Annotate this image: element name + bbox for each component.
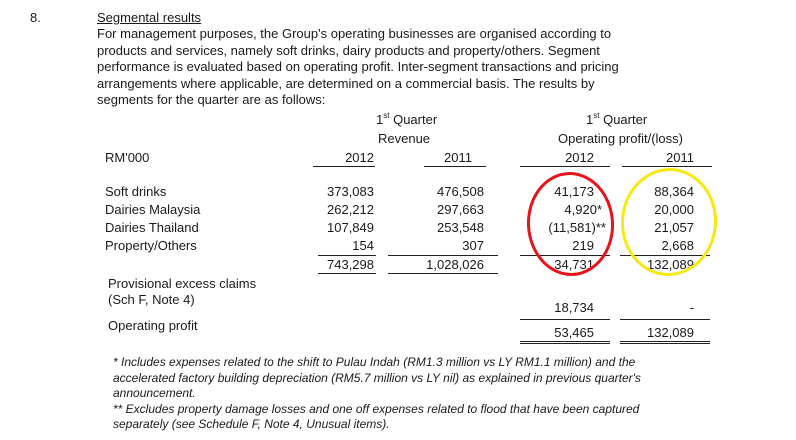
footnote-line: ** Excludes property damage losses and one off expenses related to flood that have been captured [113,401,640,416]
revenue-2011-cell: 476,508 [437,184,484,199]
year-underline [424,166,486,167]
subtotal-rule [388,255,498,256]
revenue-heading: Revenue [378,131,431,146]
paragraph-line: segments for the quarter are as follows: [97,92,326,108]
operating-profit-rule [620,319,710,320]
segment-label: Dairies Thailand [105,220,199,235]
segment-label: Property/Others [105,238,197,253]
intro-paragraph [97,26,697,109]
subtotal-profit-2012: 34,731 [554,257,594,272]
operating-profit-2012: 53,465 [554,325,594,340]
operating-profit-rule [520,319,610,320]
profit-quarter-word: Quarter [599,112,648,127]
year-header: 2011 [444,150,472,165]
operating-profit-double-rule [520,343,610,344]
year-header: 2012 [345,150,374,165]
claims-label-line1: Provisional excess claims [108,276,257,291]
operating-profit-double-rule [620,343,710,344]
paragraph-line: For management purposes, the Group's operating businesses are organised according to [97,26,612,41]
profit-2011-cell: 2,668 [661,238,694,253]
subtotal-revenue-2011: 1,028,026 [426,257,484,272]
paragraph-line: performance is evaluated based on operating profit. Inter-segment transactions and pricing [97,59,619,75]
paragraph-line: arrangements where applicable, are determined on a commercial basis. The results by [97,75,595,91]
profit-2012-cell: 4,920* [564,202,602,217]
revenue-2012-cell: 107,849 [327,220,374,235]
claims-profit-2012: 18,734 [554,300,594,315]
operating-profit-heading: Operating profit/(loss) [558,131,683,146]
operating-profit-double-rule [520,341,610,342]
profit-quarter-suffix: st [593,111,600,120]
claims-label-line2: (Sch F, Note 4) [108,292,195,307]
revenue-2011-cell: 307 [462,238,484,253]
profit-2012-cell: 41,173 [554,184,594,199]
profit-2011-cell: 21,057 [654,220,694,235]
operating-profit-double-rule [620,341,710,342]
year-underline [313,166,375,167]
profit-2011-cell: 88,364 [654,184,694,199]
subtotal-profit-2011: 132,089 [647,257,694,272]
unit-label: RM'000 [105,150,150,165]
year-header: 2011 [666,150,694,165]
profit-2011-cell: 20,000 [654,202,694,217]
subtotal-revenue-2012: 743,298 [327,257,374,272]
paragraph-line: products and services, namely soft drinks, dairy products and property/others. Segment [97,42,600,58]
footnote-line: accelerated factory building depreciation (RM5.7 million vs LY nil) as explained in previous quarter's [113,370,641,385]
operating-profit-2011: 132,089 [647,325,694,340]
footnote-expenses [113,355,641,433]
footnote-line: announcement. [113,386,196,400]
claims-profit-2011: - [689,300,694,315]
subtotal-underline [318,273,376,274]
revenue-2012-cell: 373,083 [327,184,374,199]
revenue-2011-cell: 253,548 [437,220,484,235]
revenue-quarter-number: 1 [376,112,384,127]
revenue-2012-cell: 154 [352,238,374,253]
segment-label: Dairies Malaysia [105,202,201,217]
profit-quarter-heading [586,112,647,127]
section-number: 8. [30,10,41,25]
segment-label: Soft drinks [105,184,167,199]
profit-quarter-number: 1 [586,112,594,127]
profit-2012-cell: (11,581)** [548,220,606,235]
year-underline [622,166,712,167]
year-header: 2012 [565,150,594,165]
revenue-quarter-word: Quarter [389,112,438,127]
revenue-quarter-heading [376,112,437,127]
revenue-quarter-suffix: st [383,111,390,120]
subtotal-underline [388,273,498,274]
profit-2012-cell: 219 [572,238,594,253]
footnote-line: separately (see Schedule F, Note 4, Unusual items). [113,417,390,431]
revenue-2011-cell: 297,663 [437,202,484,217]
footnote-line: * Includes expenses related to the shift to Pulau Indah (RM1.3 million vs LY RM1.1 million) and the [113,355,636,369]
year-underline [520,166,610,167]
operating-profit-label: Operating profit [108,318,198,333]
subtotal-rule [318,255,376,256]
revenue-2012-cell: 262,212 [327,202,374,217]
section-title: Segmental results [97,10,202,25]
